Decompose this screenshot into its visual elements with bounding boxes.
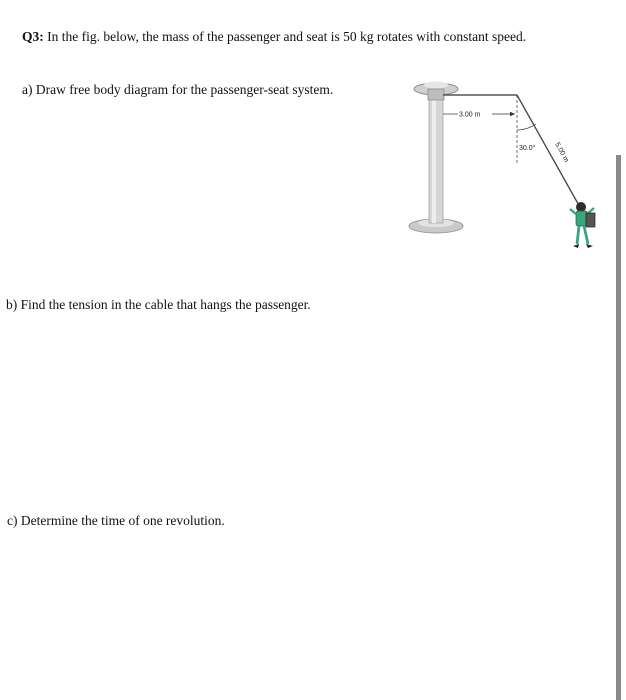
figure-svg bbox=[398, 72, 608, 262]
hub-top-face bbox=[424, 82, 448, 89]
cable-length-label: 5.00 m bbox=[553, 141, 570, 164]
question-text: In the fig. below, the mass of the passenger and seat is 50 kg rotates with constant speed. bbox=[47, 29, 527, 44]
carousel-swing-figure bbox=[398, 72, 608, 262]
passenger-icon bbox=[570, 202, 595, 248]
part-a-text: a) Draw free body diagram for the passenger-seat system. bbox=[22, 82, 334, 97]
hub-collar bbox=[428, 89, 444, 100]
part-c-text: c) Determine the time of one revolution. bbox=[7, 513, 225, 528]
page-edge-bar bbox=[616, 155, 621, 700]
question-title bbox=[22, 29, 526, 45]
part-b-text: b) Find the tension in the cable that hangs the passenger. bbox=[6, 297, 311, 312]
cable bbox=[517, 95, 581, 209]
horizontal-distance-label: 3.00 m bbox=[459, 111, 481, 119]
angle-label: 30.0° bbox=[519, 145, 536, 152]
dimension-arrow-icon bbox=[510, 112, 515, 116]
question-number: Q3: bbox=[22, 29, 44, 44]
pole-highlight bbox=[432, 98, 436, 223]
